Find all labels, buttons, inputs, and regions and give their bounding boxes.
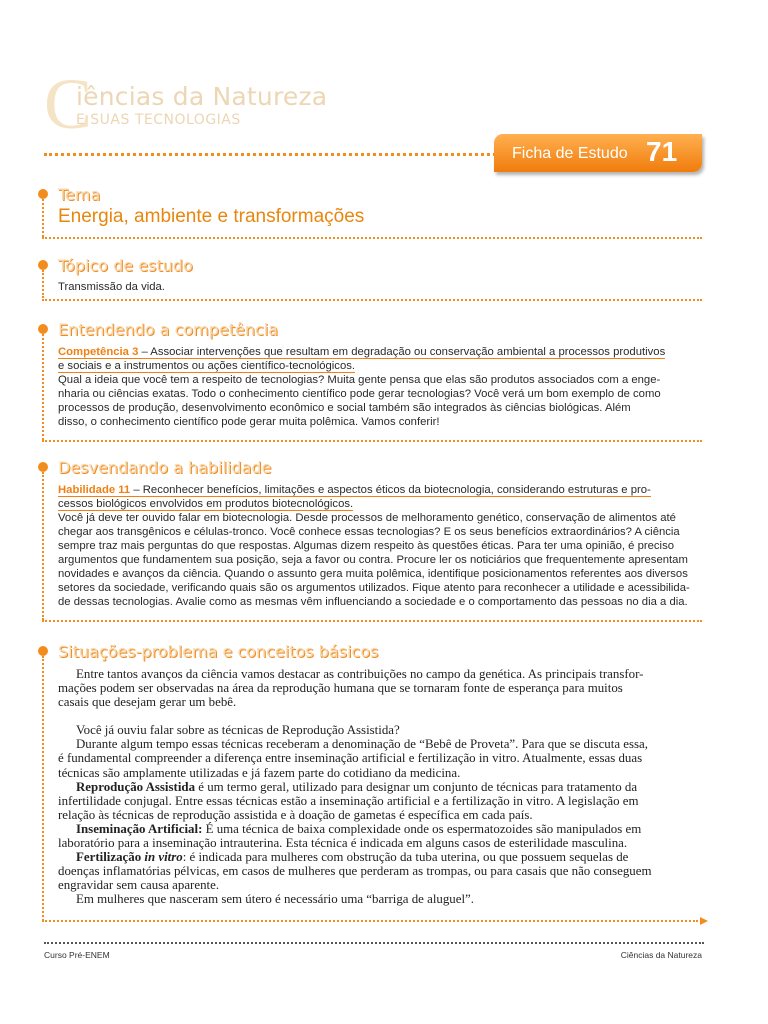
habilidade-vertical-rule [42,472,44,620]
ficha-badge [494,134,702,172]
insem-line: Inseminação Artificial: É uma técnica de baixa complexidade onde os espermatozoides são manipulados em [76,821,642,836]
repro-line: infertilidade conjugal. Entre essas técnicas estão a inseminação artificial e a fertilização in vitro. A legislação em [58,793,639,808]
footer-left-text: Curso Pré-ENEM [44,950,110,960]
habilidade-body-line: setores da sociedade, verificando quais são os argumentos utilizados. Fique atento para reconhecer a utilidade e acessibilida- [58,582,690,594]
situacoes-vertical-rule [42,656,44,921]
insem-term: Inseminação Artificial: [76,821,203,836]
topico-text: Transmissão da vida. [58,281,165,293]
competencia-divider [42,440,702,442]
situacoes-intro-line: Entre tantos avanços da ciência vamos destacar as contribuições no campo da genética. As principais transfor- [76,667,644,681]
habilidade-divider [42,620,702,622]
competencia-heading: Entendendo a competência [58,320,279,339]
habilidade-body-line: sempre traz mais perguntas do que respostas. Algumas dizem respeito às questões éticas. Para ter uma opinião, é preciso [58,540,675,552]
competencia-description [58,345,706,429]
habilidade-body-line: novidades e avanços da ciência. Quando o assunto gera muita polêmica, identifique posicionamentos referentes aos diversos [58,568,688,580]
situacoes-divider [42,920,698,922]
situacoes-bullet-icon [38,646,48,656]
page-header [44,64,724,144]
habilidade-heading: Desvendando a habilidade [58,458,272,477]
fert-term: Fertilização [76,850,142,865]
tema-heading: Tema [58,185,101,204]
topico-divider [42,299,702,301]
habilidade-description [58,483,706,609]
habilidade-body-line: de dessas tecnologias. Avalie como as mesmas vêm influenciando a sociedade e o comportamento das pessoas no dia a dia. [58,596,688,608]
habilidade-label: Habilidade 11 [58,484,131,496]
footer-rule [44,942,704,944]
situacoes-heading: Situações-problema e conceitos básicos [58,642,379,661]
fert-line: doenças inflamatórias pélvicas, em casos de mulheres que perderam as trompas, ou para casais que não conseguem [58,864,652,879]
situacoes-para-line: técnicas são amplamente utilizadas e já fazem parte do cotidiano da medicina. [58,765,461,780]
header-dotted-rule [44,153,496,156]
competencia-desc-line: Competência 3 – Associar intervenções que resultam em degradação ou conservação ambiental a processos produtivos [58,346,666,358]
repro-line: Reprodução Assistida é um termo geral, utilizado para designar um conjunto de técnicas para tratamento da [76,779,638,794]
tema-bullet-icon [38,189,48,199]
habilidade-body-line: Você já deve ter ouvido falar em biotecnologia. Desde processos de melhoramento genético, conservação de alimentos até [58,512,676,524]
situacoes-para-line: é fundamental compreender a diferença entre inseminação artificial e fertilização in vitro. Atualmente, essas duas [58,751,643,766]
ficha-label: Ficha de Estudo [512,145,628,162]
competencia-bullet-icon [38,324,48,334]
competencia-body-line: Qual a ideia que você tem a respeito de tecnologias? Muita gente pensa que elas são produtos associados com a enge- [58,374,661,386]
paragraph-spacer [58,709,704,723]
repro-line: relação às técnicas de reprodução assistida e à doação de gametas é específica em cada país. [58,807,533,822]
tema-text: Energia, ambiente e transformações [58,206,365,227]
tema-divider [42,237,702,239]
insem-line: laboratório para a inseminação intrauterina. Esta técnica é indicada em alguns casos de esterilidade masculina. [58,836,628,851]
header-big-letter: C [44,64,93,144]
fert-line: Fertilização in vitro: é indicada para mulheres com obstrução da tuba uterina, ou que possuem sequelas de [76,850,629,865]
topico-heading: Tópico de estudo [58,256,193,275]
header-subtitle: E SUAS TECNOLOGIAS [76,112,241,128]
competencia-body-line: processos de produção, desenvolvimento econômico e social também são integrados às ciências biológicas. Além [58,402,631,414]
competencia-body-line: disso, o conhecimento científico pode gerar muita polêmica. Vamos conferir! [58,416,440,428]
situacoes-intro-line: casais que desejam gerar um bebê. [58,695,237,710]
header-title: iências da Natureza [76,82,328,111]
repro-term: Reprodução Assistida [76,779,196,794]
ficha-number: 71 [646,136,678,167]
fert-line: engravidar sem causa aparente. [58,878,220,893]
topico-bullet-icon [38,260,48,270]
habilidade-body-line: chegar aos transgênicos e células-tronco. Você conhece essas tecnologias? E os seus benefícios extraordinários? A ciência [58,526,680,538]
situacoes-last-line: Em mulheres que nasceram sem útero é necessário uma “barriga de aluguel”. [76,892,475,907]
competencia-desc-line: e sociais e a instrumentos ou ações científico-tecnológicos. [58,360,356,372]
tema-vertical-rule [42,199,44,237]
situacoes-intro-line: mações podem ser observadas na área da reprodução humana que se tornaram fonte de esperança para muitos [58,681,623,696]
habilidade-desc-line: Habilidade 11 – Reconhecer benefícios, limitações e aspectos éticos da biotecnologia, considerando estruturas e pro- [58,484,651,496]
habilidade-body-line: argumentos que fundamentem sua posição, seja a favor ou contra. Procure ler os noticiários que frequentemente apresentam [58,554,688,566]
habilidade-desc-line: cessos biológicos envolvidos em produtos biotecnológicos. [58,498,354,510]
habilidade-bullet-icon [38,462,48,472]
footer-right-text: Ciências da Natureza [620,950,702,960]
situacoes-para-line: Durante algum tempo essas técnicas receberam a denominação de “Bebê de Proveta”. Para que se discuta essa, [76,737,648,752]
topico-vertical-rule [42,270,44,298]
situacoes-body [58,667,704,907]
competencia-vertical-rule [42,334,44,440]
competencia-label: Competência 3 [58,346,139,358]
fert-term-italic: in vitro [144,850,183,865]
competencia-body-line: nharia ou ciências exatas. Todo o conhecimento científico pode gerar tecnologias? Você verá um bom exemplo de como [58,388,661,400]
situacoes-question: Você já ouviu falar sobre as técnicas de Reprodução Assistida? [76,723,400,738]
arrow-right-icon [700,917,708,925]
